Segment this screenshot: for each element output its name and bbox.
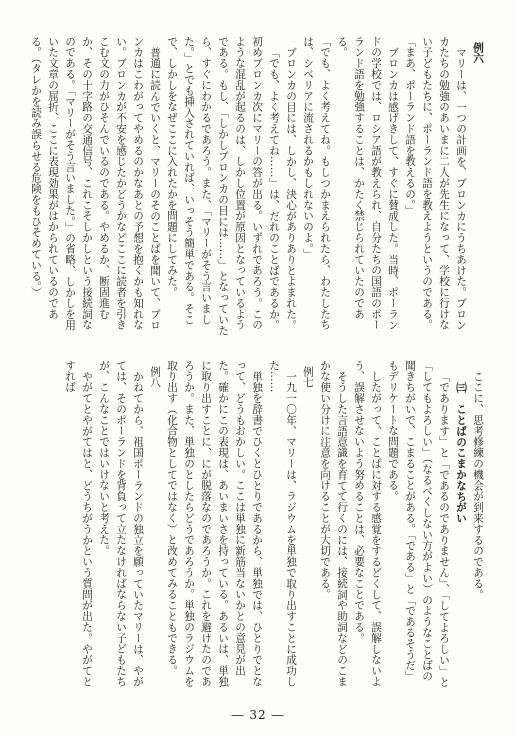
page-number: ― 32 ― bbox=[231, 708, 285, 722]
example-six-heading: 例六 bbox=[472, 42, 484, 64]
section-heading: ㈢ ことばのこまかなちがい bbox=[455, 382, 467, 524]
quotation: 「でも、よく考えてね。もしつかまえられたら、わたしたちは、シベリアに流されるかもしれないのよ。」 bbox=[302, 36, 331, 331]
paragraph: 単独を辞書でひくとひとりであるから、単独では、ひとりでとなって、どうもおかしい。ここは単独に新筋当ないかとの意見が出た。確かにこの表現は、あいまいさを持っている。あるいは、単独に取り出すことに、にが脱落なのであろうか。これを避けたのであろうか。また、単独のとしたらどうであろうか。単独のラジウムを取り出す（化合物としてではなく）と改めてみることもできる。 bbox=[166, 360, 263, 687]
paragraph: 「であります」と「であるのでありません」、「してよろしい」と「してもよろしい」（なるべくしない方がよい）のようなことばの聞きちがいで、こまることがある。「である」と「であるそうだ」もデリケートな問題である。 bbox=[387, 360, 450, 687]
paragraph: ここに、思考修練の機会が到来するのである。 bbox=[472, 370, 484, 600]
paragraph: かねてから、祖国ポーランドの独立を願っていたマリーは、やがては、そのポーランドを背負って立たなければならない子どもたちが、こんなことではいけないと考えた。 bbox=[98, 360, 144, 687]
top-text-column bbox=[18, 36, 486, 336]
paragraph: 「でも、よく考えてね……」は、だれのことばであるか。初めブロンカ次にマリーの答が出る。いずれであろう。このような混乱が起るのは、しかし位置が原因となっているようである。もし、「しかしブロンカの目には……」となっていたら、すぐにわかるであろう。また、「マリーがそう言いました。」とでも挿入されていれば、いっそう簡単である。そこで、しかしをなぜここに入れたかを問題にしてみた。 bbox=[166, 36, 280, 336]
example-seven-heading: 例七 bbox=[302, 366, 314, 388]
paragraph: ブロンカの目には、しかし、決心がありありとよまれた。 bbox=[285, 46, 297, 330]
quotation: 「まあ、ポーランド語を教えるの。」 bbox=[404, 36, 416, 216]
example-eight-heading: 例八 bbox=[149, 366, 161, 388]
paragraph: 一九一〇年、マリーは、ラジウムを単独で取り出すことに成功した…… bbox=[268, 360, 297, 687]
paragraph: そうした言語意識を育てて行くのには、接続詞や助詞などのこまかな使い分けに注意を向けることが大切である。 bbox=[319, 360, 348, 687]
bottom-text-column bbox=[18, 360, 486, 690]
paragraph: ブロンカは感げきして、すぐに賛成した。当時、ポーランドの学校では、ロシア語が教えられ、自分たちの国語のポーランド語を勉強することは、かたく禁じられていたのである。 bbox=[336, 36, 399, 331]
paragraph: 普通に読んでいくと、マリーのそのことばを聞いて、ブロンカはこわがってやめるのかなあとの予想を抱くかも知れない。ブロンカが不安を感じたかどうかなどここに読者を引きこむ文の力がひそんでいるのである。やめるか、断固進むか、その十字路の交通信号、これこそしかしという接続詞なのである。「マリーがそう言いました。」の省略、しかしを用いた文章の屈折、ここに表現効果がはかられているのである。（タレかを読み誤らせる危険をもひそめている。） bbox=[30, 36, 161, 331]
paragraph: したがって、ことばに対する感覚をするどくして、誤解しないよう、誤解させないよう努めることは、必要なことである。 bbox=[353, 360, 382, 687]
paragraph: マリーは、一つの計画を、ブロンカにうちあけた。ブロンカたちの勉強のあいまに二人が先生になって、学校に行けない子どもたちに、ポーランド語を教えようというのである。 bbox=[421, 36, 467, 331]
paragraph: やがてとやがてはと、どうちがうかという質問が出た。やがてとすれば bbox=[64, 360, 93, 687]
